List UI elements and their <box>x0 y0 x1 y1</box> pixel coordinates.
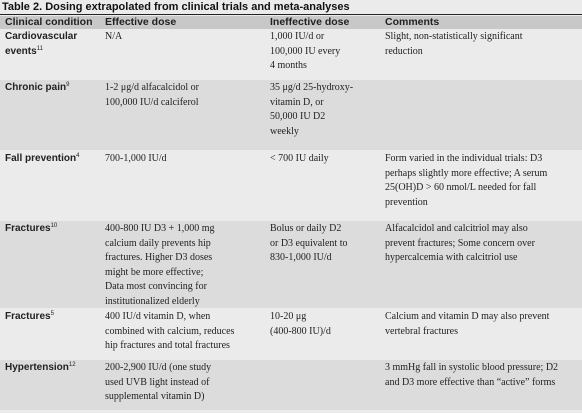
table-row <box>0 151 582 220</box>
table-row <box>0 309 582 359</box>
table-row <box>0 80 582 150</box>
header-ineffective-dose: Ineffective dose <box>270 16 350 28</box>
condition-text: Hypertension <box>5 362 69 373</box>
ineffective-dose-cell: 10-20 μg (400-800 IU)/d <box>270 311 331 337</box>
table-row <box>0 221 582 308</box>
header-condition: Clinical condition <box>5 16 93 28</box>
table-row <box>0 29 582 79</box>
reference-superscript: 9 <box>66 82 70 88</box>
condition-cell <box>5 310 100 325</box>
reference-superscript: 10 <box>50 223 58 229</box>
comments-cell: Calcium and vitamin D may also prevent vertebral fractures <box>385 311 550 337</box>
condition-cell <box>5 81 100 96</box>
comments-cell: Slight, non-statistically significant reduction <box>385 31 523 57</box>
effective-dose-cell: 200-2,900 IU/d (one study used UVB light instead of supplemental vitamin D) <box>105 362 212 403</box>
condition-text: Cardiovascular events <box>5 31 78 57</box>
condition-text: Fractures <box>5 223 51 234</box>
ineffective-dose-cell: < 700 IU daily <box>270 153 329 164</box>
ineffective-dose-cell: 1,000 IU/d or 100,000 IU every 4 months <box>270 31 341 72</box>
condition-cell <box>5 152 100 167</box>
condition-cell <box>5 30 100 59</box>
table-title: Table 2. Dosing extrapolated from clinical trials and meta-analyses <box>0 0 582 15</box>
condition-text: Fall prevention <box>5 153 77 164</box>
reference-superscript: 4 <box>76 153 80 159</box>
effective-dose-cell: 1-2 μg/d alfacalcidol or 100,000 IU/d calciferol <box>105 82 199 108</box>
effective-dose-cell: N/A <box>105 31 123 42</box>
condition-cell <box>5 222 100 237</box>
comments-cell: 3 mmHg fall in systolic blood pressure; D2 and D3 more effective than “active” forms <box>385 362 559 388</box>
condition-text: Chronic pain <box>5 82 67 93</box>
condition-cell <box>5 361 100 376</box>
reference-superscript: 11 <box>36 45 43 52</box>
effective-dose-cell: 400 IU/d vitamin D, when combined with calcium, reduces hip fractures and total fractures <box>105 311 235 352</box>
ineffective-dose-cell: Bolus or daily D2 or D3 equivalent to 830-1,000 IU/d <box>270 223 348 264</box>
comments-cell: Form varied in the individual trials: D3 perhaps slightly more effective; A serum 25(OH)D > 60 nmol/L needed for fall prevention <box>385 153 548 208</box>
table-row <box>0 360 582 410</box>
reference-superscript: 12 <box>68 362 76 368</box>
header-effective-dose: Effective dose <box>105 16 177 28</box>
reference-superscript: 5 <box>50 311 54 317</box>
condition-text: Fractures <box>5 311 51 322</box>
effective-dose-cell: 400-800 IU D3 + 1,000 mg calcium daily prevents hip fractures. Higher D3 doses might be more effective; Data most convincing for institutionalized elderly <box>105 223 215 307</box>
effective-dose-cell: 700-1,000 IU/d <box>105 153 167 164</box>
header-comments: Comments <box>385 16 440 28</box>
ineffective-dose-cell: 35 μg/d 25-hydroxy- vitamin D, or 50,000 IU D2 weekly <box>270 82 354 137</box>
table-header <box>0 16 582 29</box>
comments-cell: Alfacalcidol and calcitriol may also prevent fractures; Some concern over hypercalcemia with calcitriol use <box>385 223 535 264</box>
